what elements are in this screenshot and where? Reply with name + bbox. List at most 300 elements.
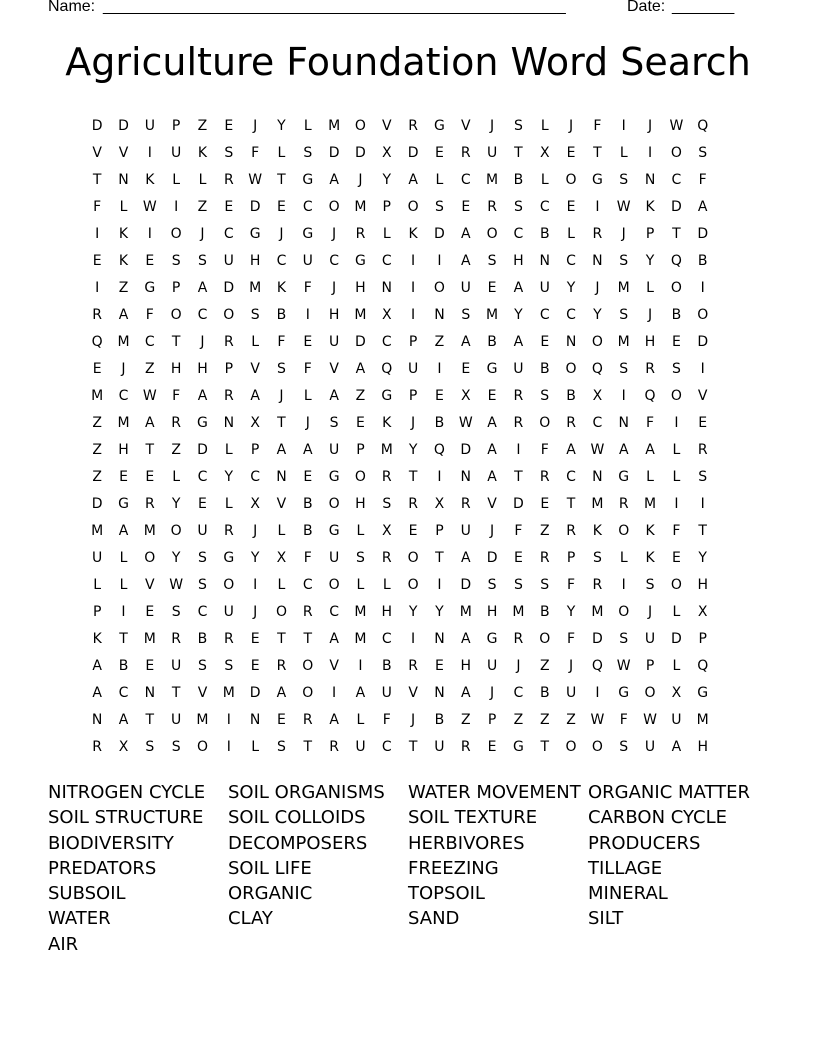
grid-letter[interactable]: O — [302, 657, 314, 674]
grid-letter[interactable]: P — [408, 387, 418, 404]
grid-letter[interactable]: W — [169, 576, 184, 593]
grid-letter[interactable]: M — [196, 711, 209, 728]
grid-letter[interactable]: U — [171, 711, 182, 728]
grid-letter[interactable]: K — [645, 549, 655, 566]
grid-letter[interactable]: G — [197, 414, 208, 431]
grid-letter[interactable]: J — [411, 414, 416, 431]
grid-letter[interactable]: P — [171, 117, 181, 134]
grid-letter[interactable]: R — [223, 333, 234, 350]
grid-letter[interactable]: E — [513, 549, 523, 566]
grid-letter[interactable]: R — [171, 414, 182, 431]
grid-letter[interactable]: I — [621, 117, 626, 134]
grid-letter[interactable]: R — [171, 630, 182, 647]
grid-letter[interactable]: K — [645, 522, 655, 539]
grid-letter[interactable]: S — [224, 144, 234, 161]
grid-letter[interactable]: L — [382, 225, 391, 242]
grid-letter[interactable]: R — [329, 738, 339, 755]
grid-letter[interactable]: A — [697, 198, 708, 215]
grid-letter[interactable]: T — [514, 468, 523, 485]
grid-letter[interactable]: E — [487, 387, 497, 404]
grid-letter[interactable]: E — [487, 279, 497, 296]
grid-letter[interactable]: E — [487, 738, 497, 755]
grid-letter[interactable]: D — [460, 576, 472, 593]
grid-letter[interactable]: R — [539, 468, 550, 485]
grid-letter[interactable]: C — [144, 333, 155, 350]
grid-letter[interactable]: N — [565, 333, 577, 350]
grid-letter[interactable]: X — [381, 306, 392, 323]
grid-letter[interactable]: N — [644, 171, 656, 188]
grid-letter[interactable]: Z — [539, 711, 550, 728]
grid-letter[interactable]: E — [540, 333, 550, 350]
grid-letter[interactable]: B — [539, 360, 550, 377]
grid-letter[interactable]: J — [253, 603, 258, 620]
grid-letter[interactable]: N — [144, 684, 156, 701]
grid-letter[interactable]: X — [276, 549, 287, 566]
grid-letter[interactable]: C — [671, 171, 682, 188]
grid-letter[interactable]: Z — [539, 657, 550, 674]
grid-letter[interactable]: C — [381, 630, 392, 647]
grid-letter[interactable]: G — [328, 468, 340, 485]
grid-letter[interactable]: I — [647, 144, 653, 161]
grid-letter[interactable]: O — [670, 279, 682, 296]
grid-letter[interactable]: L — [382, 576, 391, 593]
grid-letter[interactable]: I — [332, 684, 337, 701]
grid-letter[interactable]: M — [512, 603, 525, 620]
grid-letter[interactable]: I — [437, 468, 442, 485]
grid-letter[interactable]: E — [119, 468, 128, 485]
grid-letter[interactable]: E — [145, 603, 155, 620]
grid-letter[interactable]: F — [567, 630, 576, 647]
grid-letter[interactable]: A — [513, 279, 524, 296]
grid-letter[interactable]: S — [171, 738, 181, 755]
grid-letter[interactable]: F — [93, 198, 102, 215]
grid-letter[interactable]: S — [487, 576, 497, 593]
grid-letter[interactable]: O — [565, 171, 577, 188]
grid-letter[interactable]: R — [144, 495, 155, 512]
grid-letter[interactable]: A — [355, 684, 366, 701]
grid-letter[interactable]: O — [618, 522, 630, 539]
grid-letter[interactable]: U — [355, 738, 366, 755]
grid-letter[interactable]: P — [224, 360, 234, 377]
grid-letter[interactable]: D — [91, 495, 103, 512]
grid-letter[interactable]: U — [644, 630, 656, 647]
grid-letter[interactable]: H — [460, 657, 472, 674]
grid-letter[interactable]: U — [460, 522, 471, 539]
grid-letter[interactable]: S — [303, 144, 313, 161]
grid-letter[interactable]: D — [592, 630, 603, 647]
grid-letter[interactable]: J — [253, 522, 258, 539]
grid-letter[interactable]: G — [249, 225, 261, 242]
grid-letter[interactable]: I — [95, 279, 100, 296]
grid-letter[interactable]: M — [380, 441, 393, 458]
grid-letter[interactable]: K — [92, 630, 102, 647]
grid-letter[interactable]: C — [513, 684, 524, 701]
grid-letter[interactable]: D — [670, 630, 682, 647]
grid-letter[interactable]: M — [91, 387, 104, 404]
grid-letter[interactable]: U — [223, 603, 234, 620]
grid-letter[interactable]: T — [566, 495, 576, 512]
grid-letter[interactable]: R — [276, 657, 287, 674]
grid-letter[interactable]: V — [487, 495, 497, 512]
grid-letter[interactable]: I — [621, 387, 626, 404]
grid-letter[interactable]: L — [303, 387, 312, 404]
grid-letter[interactable]: Y — [698, 549, 707, 566]
grid-letter[interactable]: E — [277, 711, 286, 728]
grid-letter[interactable]: L — [251, 738, 260, 755]
grid-letter[interactable]: D — [328, 144, 340, 161]
grid-letter[interactable]: J — [200, 225, 205, 242]
grid-letter[interactable]: L — [119, 549, 128, 566]
grid-letter[interactable]: F — [646, 414, 655, 431]
grid-letter[interactable]: O — [407, 576, 419, 593]
grid-letter[interactable]: E — [224, 198, 234, 215]
name-field[interactable]: ____________________________________________________ — [103, 0, 566, 15]
grid-letter[interactable]: A — [118, 711, 129, 728]
grid-letter[interactable]: I — [595, 684, 600, 701]
grid-letter[interactable]: G — [486, 360, 498, 377]
grid-letter[interactable]: J — [516, 657, 521, 674]
grid-letter[interactable]: B — [276, 306, 287, 323]
grid-letter[interactable]: S — [198, 252, 207, 269]
grid-letter[interactable]: G — [328, 522, 340, 539]
grid-letter[interactable]: G — [434, 117, 445, 134]
grid-letter[interactable]: L — [303, 117, 312, 134]
grid-letter[interactable]: B — [539, 684, 550, 701]
grid-letter[interactable]: N — [91, 711, 103, 728]
grid-letter[interactable]: H — [249, 252, 261, 269]
grid-letter[interactable]: J — [647, 117, 653, 134]
grid-letter[interactable]: X — [381, 522, 392, 539]
grid-letter[interactable]: X — [539, 144, 550, 161]
grid-letter[interactable]: F — [619, 711, 628, 728]
grid-letter[interactable]: P — [408, 333, 418, 350]
grid-letter[interactable]: I — [226, 738, 231, 755]
grid-letter[interactable]: M — [222, 684, 235, 701]
grid-letter[interactable]: L — [224, 495, 233, 512]
grid-letter[interactable]: K — [592, 522, 602, 539]
grid-letter[interactable]: I — [621, 576, 626, 593]
grid-letter[interactable]: T — [408, 738, 418, 755]
grid-letter[interactable]: C — [566, 306, 576, 323]
grid-letter[interactable]: Q — [591, 657, 603, 674]
grid-letter[interactable]: A — [355, 360, 366, 377]
grid-letter[interactable]: W — [142, 387, 157, 404]
grid-letter[interactable]: C — [381, 333, 392, 350]
grid-letter[interactable]: E — [356, 414, 365, 431]
grid-letter[interactable]: L — [119, 198, 128, 215]
grid-letter[interactable]: R — [223, 630, 234, 647]
grid-letter[interactable]: L — [672, 441, 681, 458]
grid-letter[interactable]: R — [223, 387, 234, 404]
grid-letter[interactable]: L — [619, 144, 628, 161]
grid-letter[interactable]: A — [197, 279, 208, 296]
grid-letter[interactable]: Z — [355, 387, 366, 404]
grid-letter[interactable]: Q — [670, 252, 682, 269]
grid-letter[interactable]: C — [329, 252, 339, 269]
grid-letter[interactable]: S — [356, 549, 365, 566]
grid-letter[interactable]: X — [118, 738, 129, 755]
grid-letter[interactable]: C — [539, 198, 550, 215]
grid-letter[interactable]: H — [197, 360, 208, 377]
grid-letter[interactable]: G — [591, 171, 603, 188]
grid-letter[interactable]: X — [434, 495, 445, 512]
grid-letter[interactable]: Y — [566, 279, 576, 296]
grid-letter[interactable]: U — [434, 738, 445, 755]
grid-letter[interactable]: R — [487, 198, 497, 215]
grid-letter[interactable]: R — [223, 522, 234, 539]
grid-letter[interactable]: M — [617, 333, 630, 350]
grid-letter[interactable]: E — [435, 657, 444, 674]
grid-letter[interactable]: U — [171, 144, 182, 161]
grid-letter[interactable]: R — [355, 225, 366, 242]
grid-letter[interactable]: A — [118, 306, 129, 323]
grid-letter[interactable]: E — [435, 387, 444, 404]
grid-letter[interactable]: H — [118, 441, 129, 458]
grid-letter[interactable]: Z — [539, 522, 550, 539]
grid-letter[interactable]: U — [513, 360, 524, 377]
grid-letter[interactable]: H — [697, 576, 708, 593]
grid-letter[interactable]: S — [171, 603, 181, 620]
grid-letter[interactable]: U — [92, 549, 103, 566]
grid-letter[interactable]: R — [566, 414, 576, 431]
grid-letter[interactable]: I — [95, 225, 100, 242]
grid-letter[interactable]: U — [223, 252, 234, 269]
grid-letter[interactable]: T — [92, 171, 102, 188]
grid-letter[interactable]: M — [617, 279, 630, 296]
grid-letter[interactable]: C — [566, 468, 576, 485]
grid-letter[interactable]: W — [248, 171, 263, 188]
grid-letter[interactable]: A — [408, 171, 418, 188]
grid-letter[interactable]: O — [354, 117, 366, 134]
grid-letter[interactable]: G — [486, 630, 498, 647]
grid-letter[interactable]: R — [223, 171, 234, 188]
grid-letter[interactable]: R — [645, 360, 655, 377]
grid-letter[interactable]: V — [276, 495, 287, 512]
grid-letter[interactable]: G — [302, 225, 314, 242]
grid-letter[interactable]: T — [540, 738, 550, 755]
grid-letter[interactable]: V — [145, 576, 155, 593]
grid-letter[interactable]: W — [458, 414, 473, 431]
grid-letter[interactable]: N — [539, 252, 550, 269]
grid-letter[interactable]: R — [513, 387, 524, 404]
grid-letter[interactable]: L — [646, 468, 654, 485]
grid-letter[interactable]: I — [411, 252, 416, 269]
grid-letter[interactable]: G — [618, 684, 630, 701]
grid-letter[interactable]: A — [487, 468, 497, 485]
grid-letter[interactable]: L — [277, 144, 286, 161]
grid-letter[interactable]: C — [118, 387, 129, 404]
grid-letter[interactable]: I — [121, 603, 126, 620]
grid-letter[interactable]: N — [592, 468, 603, 485]
grid-letter[interactable]: Y — [277, 117, 286, 134]
grid-letter[interactable]: A — [618, 441, 629, 458]
grid-letter[interactable]: U — [539, 279, 550, 296]
grid-letter[interactable]: A — [487, 441, 497, 458]
grid-letter[interactable]: R — [539, 549, 550, 566]
grid-letter[interactable]: T — [171, 684, 181, 701]
grid-letter[interactable]: S — [434, 198, 444, 215]
grid-letter[interactable]: R — [408, 657, 418, 674]
grid-letter[interactable]: K — [118, 252, 129, 269]
grid-letter[interactable]: H — [644, 333, 656, 350]
grid-letter[interactable]: M — [486, 171, 499, 188]
grid-letter[interactable]: I — [253, 576, 258, 593]
grid-letter[interactable]: Y — [514, 306, 523, 323]
grid-letter[interactable]: C — [197, 468, 208, 485]
grid-letter[interactable]: N — [434, 630, 445, 647]
grid-letter[interactable]: L — [672, 468, 681, 485]
grid-letter[interactable]: H — [170, 360, 182, 377]
grid-letter[interactable]: S — [645, 576, 655, 593]
grid-letter[interactable]: G — [302, 171, 314, 188]
grid-letter[interactable]: B — [434, 711, 445, 728]
grid-letter[interactable]: C — [302, 576, 313, 593]
grid-letter[interactable]: E — [250, 630, 260, 647]
grid-letter[interactable]: I — [174, 198, 179, 215]
grid-letter[interactable]: C — [223, 225, 234, 242]
grid-letter[interactable]: E — [145, 468, 155, 485]
grid-letter[interactable]: O — [670, 144, 682, 161]
grid-letter[interactable]: O — [275, 603, 287, 620]
grid-letter[interactable]: S — [487, 252, 497, 269]
grid-letter[interactable]: L — [224, 441, 233, 458]
grid-letter[interactable]: S — [198, 576, 207, 593]
grid-letter[interactable]: B — [513, 171, 524, 188]
grid-letter[interactable]: C — [302, 198, 313, 215]
grid-letter[interactable]: M — [354, 630, 367, 647]
grid-letter[interactable]: A — [566, 441, 576, 458]
grid-letter[interactable]: V — [197, 684, 208, 701]
grid-letter[interactable]: M — [696, 711, 709, 728]
grid-letter[interactable]: T — [698, 522, 707, 539]
grid-letter[interactable]: Q — [91, 333, 103, 350]
grid-letter[interactable]: R — [513, 414, 524, 431]
grid-letter[interactable]: E — [671, 549, 681, 566]
grid-letter[interactable]: F — [251, 144, 260, 161]
grid-letter[interactable]: U — [171, 657, 182, 674]
grid-letter[interactable]: T — [672, 225, 681, 242]
grid-letter[interactable]: N — [276, 468, 287, 485]
grid-letter[interactable]: N — [381, 279, 393, 296]
grid-letter[interactable]: I — [437, 576, 442, 593]
grid-letter[interactable]: M — [591, 603, 604, 620]
grid-letter[interactable]: P — [171, 279, 181, 296]
grid-letter[interactable]: K — [645, 198, 655, 215]
grid-letter[interactable]: T — [277, 414, 286, 431]
grid-letter[interactable]: L — [672, 657, 681, 674]
grid-letter[interactable]: S — [619, 171, 629, 188]
grid-letter[interactable]: A — [303, 441, 313, 458]
grid-letter[interactable]: D — [91, 117, 103, 134]
grid-letter[interactable]: R — [302, 711, 313, 728]
grid-letter[interactable]: A — [329, 630, 339, 647]
grid-letter[interactable]: N — [434, 306, 445, 323]
grid-letter[interactable]: P — [92, 603, 102, 620]
grid-letter[interactable]: G — [697, 684, 709, 701]
grid-letter[interactable]: D — [460, 441, 472, 458]
grid-letter[interactable]: J — [490, 522, 495, 539]
grid-letter[interactable]: L — [119, 576, 128, 593]
grid-letter[interactable]: Z — [92, 441, 102, 458]
grid-letter[interactable]: A — [645, 441, 655, 458]
grid-letter[interactable]: Y — [408, 441, 418, 458]
grid-letter[interactable]: L — [646, 279, 654, 296]
grid-letter[interactable]: O — [354, 468, 366, 485]
grid-letter[interactable]: I — [674, 495, 679, 512]
grid-letter[interactable]: A — [513, 333, 524, 350]
grid-letter[interactable]: A — [145, 414, 155, 431]
grid-letter[interactable]: O — [565, 360, 577, 377]
grid-letter[interactable]: M — [354, 198, 367, 215]
grid-letter[interactable]: U — [565, 684, 577, 701]
grid-letter[interactable]: A — [460, 549, 471, 566]
grid-letter[interactable]: A — [92, 657, 102, 674]
grid-letter[interactable]: K — [145, 171, 155, 188]
grid-letter[interactable]: S — [198, 657, 207, 674]
grid-letter[interactable]: B — [197, 630, 208, 647]
grid-letter[interactable]: F — [698, 171, 707, 188]
grid-letter[interactable]: L — [356, 576, 365, 593]
grid-letter[interactable]: C — [250, 468, 261, 485]
grid-letter[interactable]: F — [277, 333, 286, 350]
grid-letter[interactable]: O — [591, 333, 603, 350]
grid-letter[interactable]: I — [437, 360, 442, 377]
grid-letter[interactable]: X — [460, 387, 471, 404]
grid-letter[interactable]: E — [671, 333, 681, 350]
grid-letter[interactable]: B — [118, 657, 129, 674]
grid-letter[interactable]: Z — [118, 279, 129, 296]
grid-letter[interactable]: T — [277, 630, 286, 647]
grid-letter[interactable]: L — [567, 225, 575, 242]
grid-letter[interactable]: E — [540, 495, 550, 512]
grid-letter[interactable]: B — [539, 225, 550, 242]
grid-letter[interactable]: B — [539, 603, 550, 620]
grid-letter[interactable]: Z — [197, 117, 208, 134]
grid-letter[interactable]: J — [121, 360, 126, 377]
grid-letter[interactable]: R — [697, 441, 708, 458]
grid-letter[interactable]: S — [171, 252, 181, 269]
grid-letter[interactable]: L — [540, 171, 549, 188]
grid-letter[interactable]: H — [486, 603, 498, 620]
grid-letter[interactable]: C — [460, 171, 471, 188]
grid-letter[interactable]: O — [302, 684, 314, 701]
grid-letter[interactable]: S — [329, 414, 339, 431]
grid-letter[interactable]: S — [619, 738, 629, 755]
grid-letter[interactable]: V — [250, 360, 260, 377]
grid-letter[interactable]: M — [459, 603, 472, 620]
grid-letter[interactable]: I — [226, 711, 231, 728]
grid-letter[interactable]: O — [407, 549, 419, 566]
grid-letter[interactable]: L — [277, 522, 286, 539]
grid-letter[interactable]: X — [592, 387, 603, 404]
grid-letter[interactable]: S — [619, 360, 629, 377]
grid-letter[interactable]: A — [460, 252, 471, 269]
grid-letter[interactable]: G — [381, 387, 393, 404]
grid-letter[interactable]: S — [540, 576, 550, 593]
grid-letter[interactable]: E — [435, 144, 444, 161]
grid-letter[interactable]: M — [644, 495, 657, 512]
grid-letter[interactable]: M — [117, 414, 130, 431]
grid-letter[interactable]: P — [356, 441, 365, 458]
grid-letter[interactable]: G — [144, 279, 156, 296]
grid-letter[interactable]: V — [329, 360, 339, 377]
grid-letter[interactable]: L — [277, 576, 286, 593]
grid-letter[interactable]: I — [411, 630, 416, 647]
grid-letter[interactable]: M — [354, 306, 367, 323]
grid-letter[interactable]: A — [118, 522, 129, 539]
grid-letter[interactable]: D — [223, 279, 235, 296]
grid-letter[interactable]: Q — [591, 360, 603, 377]
